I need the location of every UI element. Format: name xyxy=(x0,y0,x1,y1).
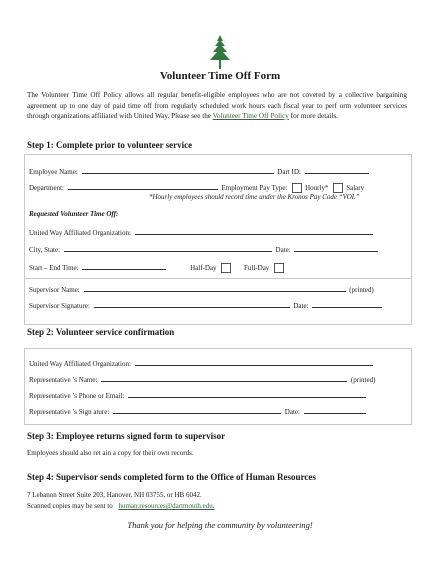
form-title: Volunteer Time Off Form xyxy=(159,70,281,82)
city-state-row xyxy=(29,244,380,254)
start-end-field[interactable] xyxy=(82,262,166,270)
rep-sign-row xyxy=(29,406,368,416)
step2-date-field[interactable] xyxy=(304,406,366,414)
hr-email-link[interactable]: human.resources@dartmouth.edu. xyxy=(118,502,215,510)
department-row xyxy=(29,182,364,193)
step2-printed-label: (printed) xyxy=(350,376,376,384)
supervisor-name-label: Supervisor Name: xyxy=(29,286,80,294)
rep-phone-label: Representative ’s Phone or Email: xyxy=(29,392,125,400)
hourly-note: *Hourly employees should record time under the Kronos Pay Code “VOL” xyxy=(149,193,360,201)
hourly-label: Hourly* xyxy=(305,184,329,192)
printed-label: (printed) xyxy=(349,286,374,294)
start-end-label: Start – End Time: xyxy=(29,264,79,272)
salary-label: Salary xyxy=(346,184,365,192)
department-field[interactable] xyxy=(68,182,218,190)
step4-heading: Step 4: Supervisor sends completed form to the Office of Human Resources xyxy=(27,472,316,482)
dart-id-field[interactable] xyxy=(305,166,369,174)
org-row xyxy=(29,227,375,237)
step3-heading: Step 3: Employee returns signed form to supervisor xyxy=(27,431,226,441)
step2-box xyxy=(24,348,412,425)
step2-date-label: Date: xyxy=(284,408,300,416)
intro-paragraph xyxy=(27,90,407,122)
org-label: United Way Affiliated Organization: xyxy=(29,229,131,237)
requested-heading: Requested Volunteer Time Off: xyxy=(29,210,119,218)
date2-label: Date: xyxy=(293,302,309,310)
half-day-label: Half-Day xyxy=(190,264,217,272)
half-day-checkbox[interactable] xyxy=(221,263,231,273)
rep-name-field[interactable] xyxy=(101,374,347,382)
policy-link[interactable]: Volunteer Time Off Policy xyxy=(212,112,289,120)
step1-box xyxy=(24,154,412,325)
step1-divider xyxy=(25,278,411,279)
scanned-text: Scanned copies may be sent to xyxy=(27,502,113,510)
intro-tail: for more details. xyxy=(290,112,338,120)
step3-text: Employees should also ret ain a copy for their own records. xyxy=(27,449,194,457)
step2-org-row xyxy=(29,358,375,368)
step4-scanned-row xyxy=(27,501,215,511)
date2-field[interactable] xyxy=(312,300,382,308)
date-field[interactable] xyxy=(294,244,378,252)
city-state-field[interactable] xyxy=(64,244,272,252)
step2-org-field[interactable] xyxy=(135,358,373,366)
step2-heading: Step 2: Volunteer service confirmation xyxy=(27,327,175,337)
rep-phone-field[interactable] xyxy=(128,390,366,398)
full-day-checkbox[interactable] xyxy=(274,263,284,273)
thanks-message: Thank you for helping the community by volunteering! xyxy=(127,520,313,530)
pay-type-label: Employment Pay Type: xyxy=(221,184,288,192)
dart-id-label: Dart ID: xyxy=(277,168,301,176)
org-field[interactable] xyxy=(135,227,373,235)
supervisor-signature-row xyxy=(29,300,384,310)
rep-name-row xyxy=(29,374,375,384)
step4-address: 7 Lebanon Street Suite 203, Hanover, NH 03755, or HB 6042. xyxy=(27,491,202,499)
hourly-checkbox[interactable] xyxy=(292,183,302,193)
rep-name-label: Representative ’s Name: xyxy=(29,376,98,384)
date-label: Date: xyxy=(275,246,291,254)
start-end-row xyxy=(29,262,287,273)
employee-name-row xyxy=(29,166,371,176)
salary-checkbox[interactable] xyxy=(333,183,343,193)
pine-tree-icon xyxy=(208,35,232,69)
step2-org-label: United Way Affiliated Organization: xyxy=(29,360,131,368)
full-day-label: Full-Day xyxy=(244,264,270,272)
employee-name-label: Employee Name: xyxy=(29,168,78,176)
city-state-label: City, State: xyxy=(29,246,61,254)
rep-sign-label: Representative ’s Sign ature: xyxy=(29,408,110,416)
step1-heading: Step 1: Complete prior to volunteer service xyxy=(27,140,193,150)
department-label: Department: xyxy=(29,184,64,192)
supervisor-name-row xyxy=(29,284,374,294)
supervisor-name-field[interactable] xyxy=(84,284,346,292)
supervisor-signature-label: Supervisor Signature: xyxy=(29,302,90,310)
intro-text: The Volunteer Time Off Policy allows all regular benefit-eligible employees who are not covered by a collective bargaining agreement up to one day of paid time off from regularly scheduled work hours each fiscal year to perf orm volunteer services through organizations affiliated with United Way. Please see the xyxy=(27,91,407,120)
supervisor-signature-field[interactable] xyxy=(94,300,290,308)
rep-sign-field[interactable] xyxy=(113,406,281,414)
employee-name-field[interactable] xyxy=(82,166,274,174)
rep-phone-row xyxy=(29,390,368,400)
